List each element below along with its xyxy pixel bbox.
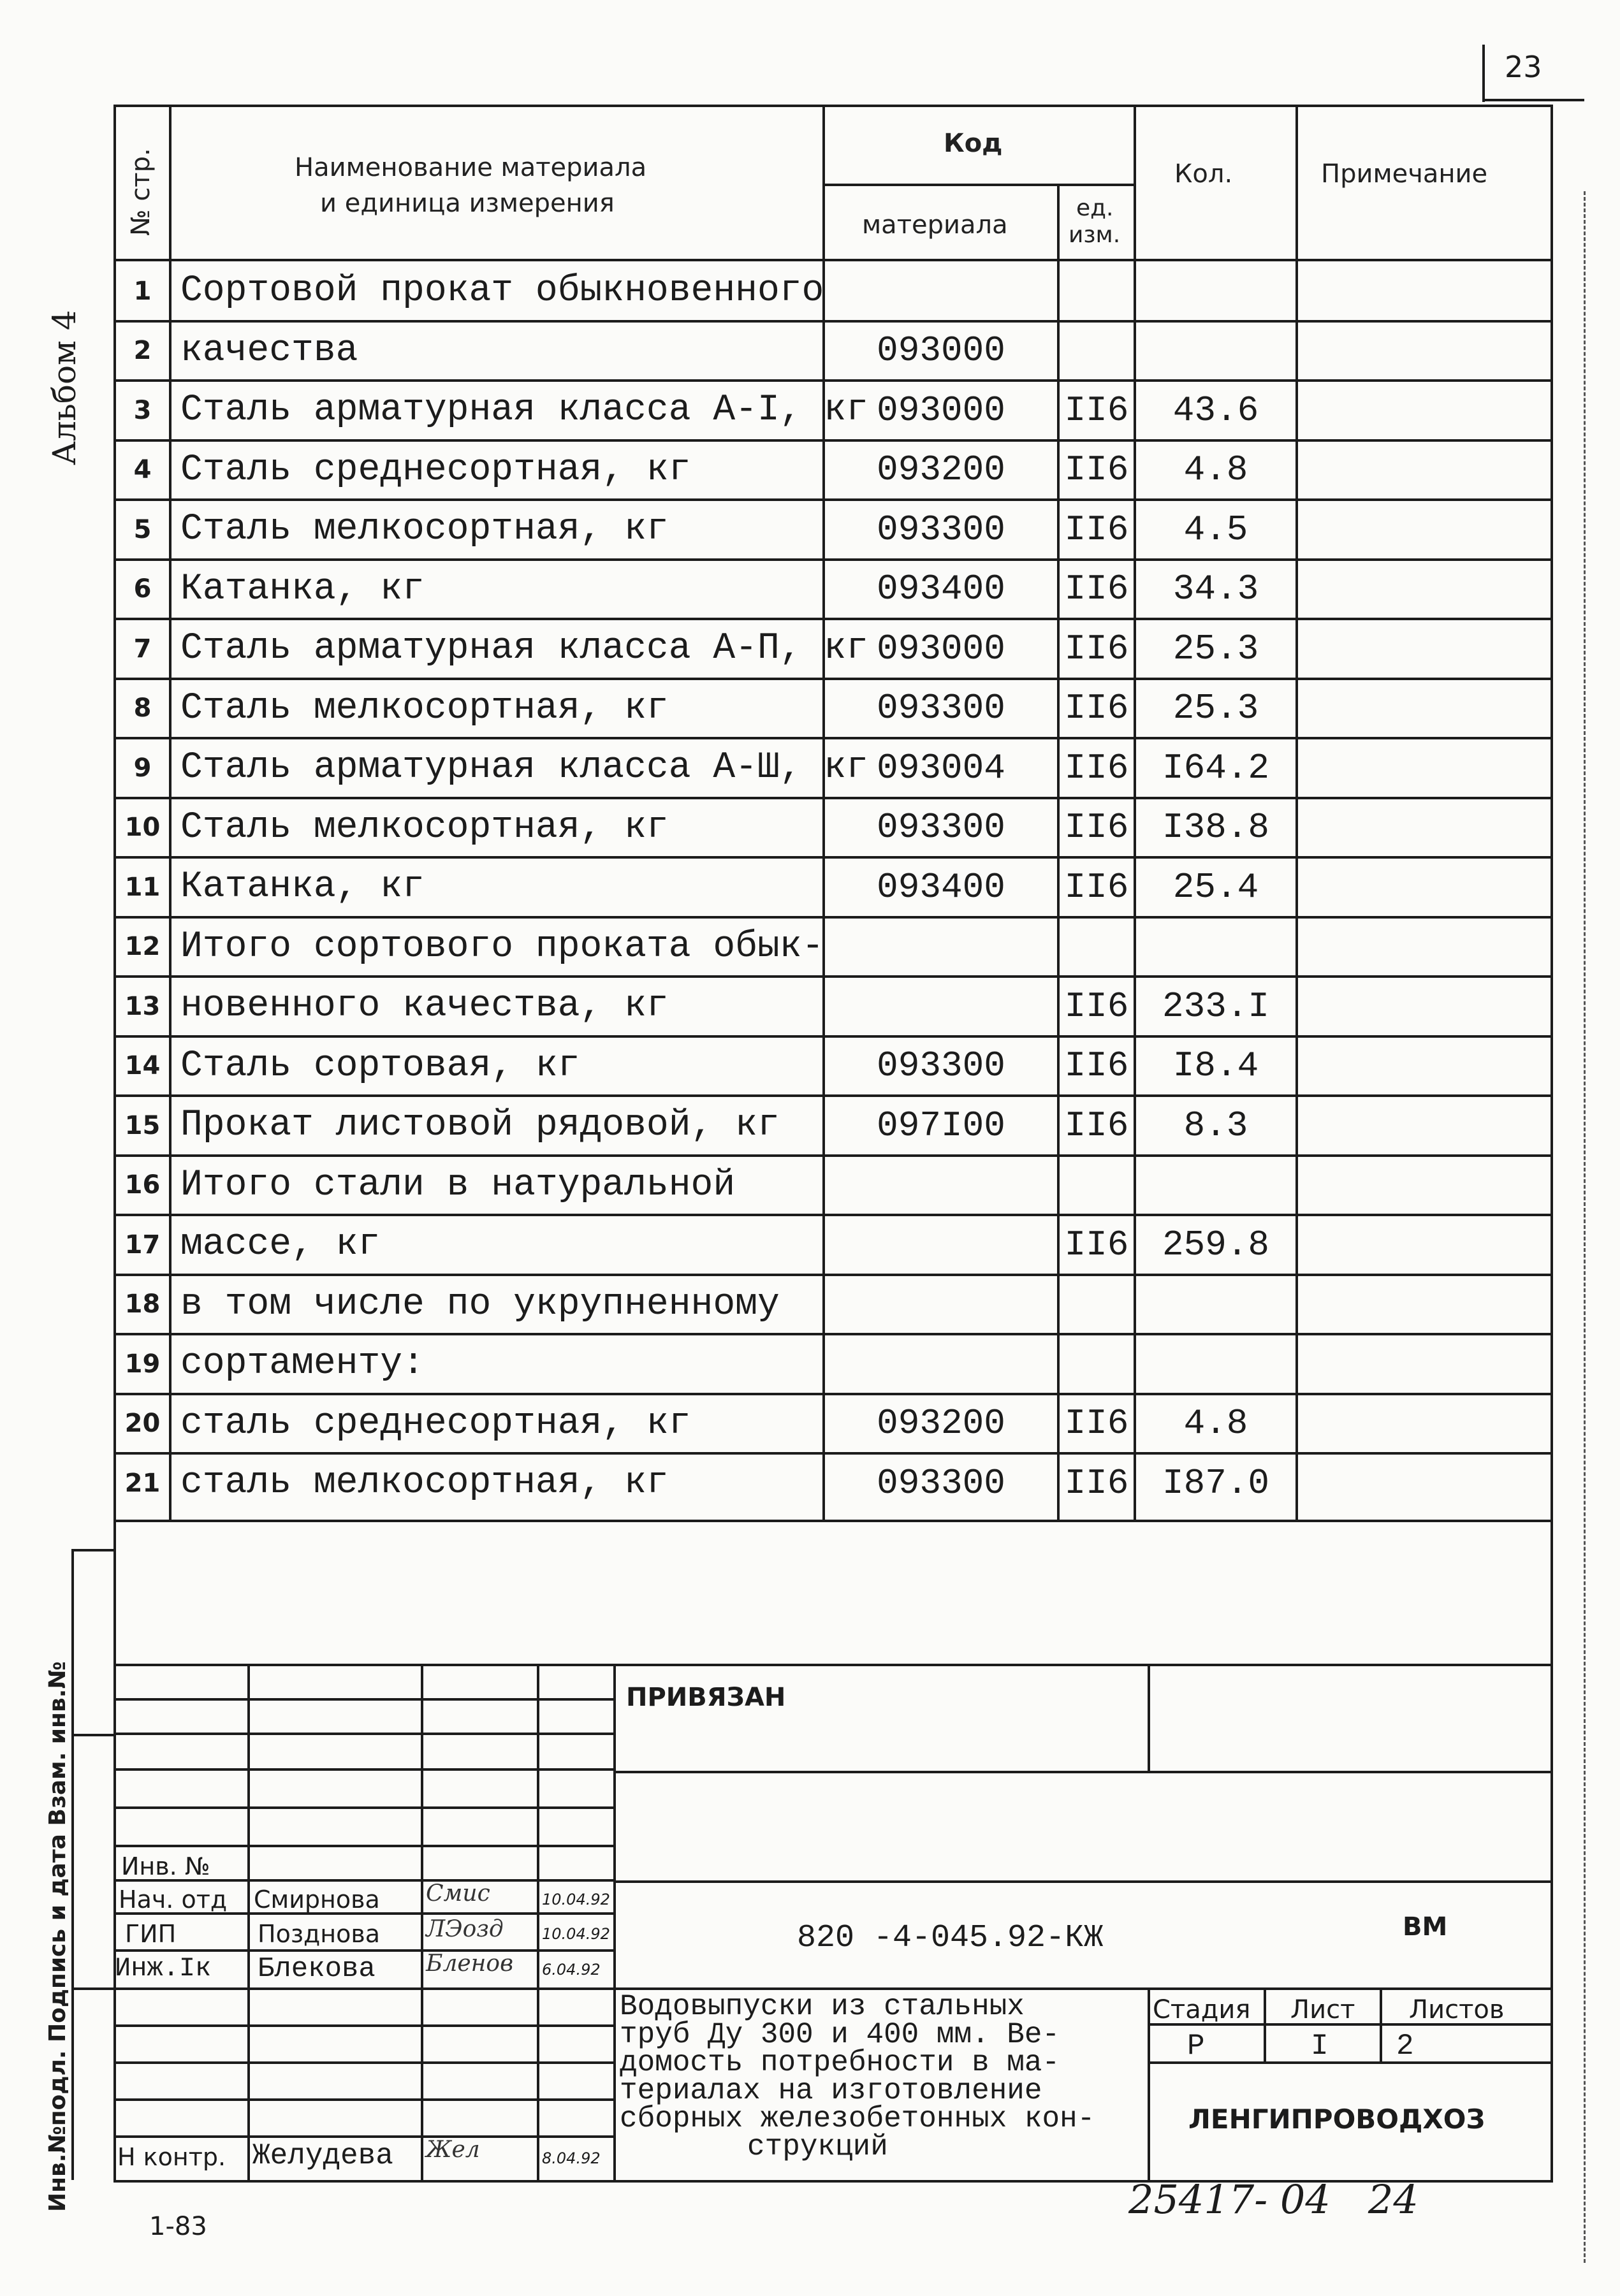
row-divider — [113, 678, 1553, 680]
material-code: 093004 — [877, 747, 1005, 788]
material-code: 093000 — [877, 628, 1005, 669]
material-name: Катанка, кг — [180, 866, 425, 908]
header-name-line2: и единица измерения — [320, 189, 615, 218]
unit-code — [1060, 321, 1134, 381]
row-number: 6 — [133, 574, 152, 604]
row-divider — [113, 1154, 1553, 1157]
quantity: 34.3 — [1172, 569, 1259, 610]
unit-code: II6 — [1064, 807, 1129, 848]
stamp-left-row2 — [113, 1733, 615, 1735]
stamp-left-row1 — [113, 1698, 615, 1701]
material-code: 093000 — [877, 389, 1005, 431]
material-code — [825, 261, 1057, 321]
header-code-unit-2: изм. — [1069, 222, 1121, 248]
quantity — [1136, 917, 1295, 977]
stamp-col-2 — [421, 1664, 423, 2180]
row-divider — [113, 1274, 1553, 1276]
material-name: Катанка, кг — [180, 568, 425, 610]
row-number: 21 — [124, 1468, 161, 1498]
quantity — [1136, 1156, 1295, 1216]
row-number: 11 — [124, 872, 161, 902]
quantity: 25.3 — [1172, 688, 1259, 729]
stamp-left-row12 — [113, 2098, 615, 2101]
stamp-left-row4 — [113, 1806, 615, 1809]
stamp-name-1: Смирнова — [254, 1885, 380, 1914]
material-code — [825, 1156, 1057, 1216]
stamp-line-code — [613, 1880, 1553, 1883]
material-name: Сталь мелкосортная, кг — [180, 687, 669, 729]
doc-code: 820 -4-045.92-КЖ — [797, 1920, 1104, 1956]
side-box-line3 — [71, 1987, 116, 1990]
unit-code: II6 — [1064, 1403, 1129, 1444]
material-name: Прокат листовой рядовой, кг — [180, 1105, 780, 1147]
stamp-left-row9 — [113, 1987, 615, 1990]
stamp-line-privyazan — [613, 1771, 1553, 1773]
stage-label: Стадия — [1153, 1995, 1251, 2024]
row-number: 19 — [124, 1349, 161, 1379]
material-code: 093000 — [877, 330, 1005, 372]
signature-4: Жел — [426, 2137, 480, 2163]
material-name: Сталь арматурная класса А-Ш, кг — [180, 747, 868, 789]
quantity: 4.5 — [1183, 509, 1248, 550]
row-divider — [113, 498, 1553, 501]
stamp-col-1 — [247, 1664, 250, 2180]
row-number: 1 — [133, 276, 152, 306]
sheets-value: 2 — [1396, 2030, 1414, 2063]
stamp-privyazan: ПРИВЯЗАН — [626, 1683, 786, 1712]
unit-code — [1060, 261, 1134, 321]
unit-code: II6 — [1064, 1045, 1129, 1087]
row-divider — [113, 439, 1553, 442]
row-divider — [113, 1094, 1553, 1097]
doc-title-line: домость потребности в ма- — [620, 2046, 1060, 2079]
unit-code: II6 — [1064, 569, 1129, 610]
material-code: 093300 — [877, 807, 1005, 848]
stamp-date-3: 6.04.92 — [542, 1961, 601, 1979]
material-name: массе, кг — [180, 1224, 381, 1266]
row-divider — [113, 379, 1553, 382]
side-box-left — [71, 1549, 74, 2180]
unit-code: II6 — [1064, 985, 1129, 1027]
header-code-material: материала — [862, 210, 1008, 240]
footer-handwritten: 25417- 04 24 — [1128, 2176, 1419, 2223]
row-divider — [113, 558, 1553, 561]
material-name: сталь мелкосортная, кг — [180, 1462, 669, 1504]
quantity: I87.0 — [1162, 1462, 1270, 1504]
stamp-col-4 — [613, 1664, 616, 2180]
material-code: 093400 — [877, 866, 1005, 908]
quantity: 25.3 — [1172, 628, 1259, 669]
stamp-left-row5 — [113, 1845, 615, 1847]
doc-title — [620, 1990, 1149, 2163]
material-name: в том числе по укрупненному — [180, 1283, 780, 1325]
signature-3: Бленов — [426, 1951, 514, 1977]
unit-code — [1060, 1334, 1134, 1394]
unit-code: II6 — [1064, 509, 1129, 550]
material-name: сталь среднесортная, кг — [180, 1402, 691, 1444]
material-code: 093300 — [877, 1045, 1005, 1087]
row-divider — [113, 737, 1553, 739]
quantity: 43.6 — [1172, 389, 1259, 431]
doc-title-line: Водовыпуски из стальных — [620, 1990, 1025, 2023]
material-code — [825, 1334, 1057, 1394]
unit-code: II6 — [1064, 688, 1129, 729]
material-code: 093300 — [877, 1462, 1005, 1504]
unit-code: II6 — [1064, 389, 1129, 431]
quantity: 4.8 — [1183, 1403, 1248, 1444]
material-code — [825, 917, 1057, 977]
row-divider — [113, 916, 1553, 919]
page-number-divider — [1482, 45, 1485, 102]
material-code: 093400 — [877, 569, 1005, 610]
row-number: 4 — [133, 455, 152, 485]
material-name: Сталь арматурная класса А-П, кг — [180, 628, 868, 670]
material-name: Сортовой прокат обыкновенного — [180, 270, 824, 312]
row-number: 20 — [124, 1409, 161, 1439]
material-name: Сталь среднесортная, кг — [180, 449, 691, 491]
row-number: 12 — [124, 932, 161, 962]
side-binding-label: Инв.№подл. Подпись и дата Взам. инв.№ — [45, 1661, 71, 2212]
header-qty: Кол. — [1174, 159, 1233, 189]
stamp-stage-div2 — [1380, 1987, 1382, 2063]
row-number: 15 — [124, 1110, 161, 1140]
signature-1: Смис — [426, 1880, 490, 1907]
material-name: Итого стали в натуральной — [180, 1164, 736, 1206]
signature-2: ЛЭозд — [426, 1916, 504, 1942]
header-code-unit-1: ед. — [1076, 195, 1114, 221]
material-code: 093200 — [877, 1403, 1005, 1444]
quantity — [1136, 261, 1295, 321]
quantity: I38.8 — [1162, 807, 1270, 848]
unit-code: II6 — [1064, 1105, 1129, 1146]
stamp-inv-no: Инв. № — [121, 1852, 210, 1880]
row-number: 16 — [124, 1170, 161, 1200]
row-divider — [113, 1393, 1553, 1395]
stamp-control-name: Желудева — [252, 2139, 393, 2172]
row-number: 13 — [124, 991, 161, 1021]
stamp-left-row13 — [113, 2135, 615, 2138]
doc-title-line: струкций — [747, 2130, 888, 2163]
material-code: 093200 — [877, 449, 1005, 491]
table-right-border — [1551, 105, 1553, 2183]
row-number: 3 — [133, 395, 152, 425]
side-box-line2 — [71, 1734, 116, 1736]
stamp-date-1: 10.04.92 — [542, 1891, 610, 1908]
doc-title-line: сборных железобетонных кон- — [620, 2102, 1095, 2135]
row-divider — [113, 1214, 1553, 1216]
stamp-left-row8 — [113, 1949, 615, 1952]
quantity: 233.I — [1162, 985, 1270, 1027]
material-code: 097I00 — [877, 1105, 1005, 1146]
album-label: Альбом 4 — [46, 310, 83, 465]
stamp-col-3 — [537, 1664, 539, 2180]
stamp-name-2: Позднова — [258, 1920, 381, 1948]
material-code: 093300 — [877, 688, 1005, 729]
stamp-col-5 — [1148, 1664, 1150, 1772]
stamp-name-3: Блекова — [258, 1953, 376, 1985]
quantity: I64.2 — [1162, 747, 1270, 788]
page-number-underline — [1482, 99, 1584, 101]
unit-code: II6 — [1064, 1462, 1129, 1504]
page-number: 23 — [1505, 50, 1542, 84]
row-divider — [113, 797, 1553, 799]
row-divider — [113, 1452, 1553, 1455]
material-name: Итого сортового проката обык- — [180, 926, 824, 968]
row-number: 5 — [133, 514, 152, 544]
quantity: 8.3 — [1183, 1105, 1248, 1146]
unit-code — [1060, 917, 1134, 977]
stamp-role-2: ГИП — [125, 1920, 177, 1948]
row-divider — [113, 975, 1553, 978]
quantity: 4.8 — [1183, 449, 1248, 491]
material-code — [825, 1275, 1057, 1335]
row-number: 14 — [124, 1051, 161, 1081]
header-name-line1: Наименование материала — [295, 153, 647, 182]
row-number: 7 — [133, 634, 152, 664]
stamp-left-row11 — [113, 2061, 615, 2064]
row-divider — [113, 856, 1553, 859]
unit-code — [1060, 1156, 1134, 1216]
material-name: Сталь сортовая, кг — [180, 1045, 580, 1087]
material-code — [825, 1215, 1057, 1275]
row-number: 10 — [124, 813, 161, 843]
unit-code: II6 — [1064, 628, 1129, 669]
material-name: качества — [180, 330, 358, 372]
stage-value: Р — [1187, 2030, 1205, 2063]
stamp-role-1: Нач. отд — [119, 1885, 228, 1914]
material-name: сортаменту: — [180, 1343, 425, 1385]
material-name: Сталь мелкосортная, кг — [180, 509, 669, 551]
stamp-stage-div1 — [1264, 1987, 1266, 2063]
header-row-no: № стр. — [126, 148, 156, 236]
stamp-control-role: Н контр. — [117, 2143, 226, 2171]
quantity — [1136, 1334, 1295, 1394]
row-divider — [113, 1035, 1553, 1038]
doc-title-line: териалах на изготовление — [620, 2074, 1042, 2107]
row-number: 9 — [133, 753, 152, 783]
material-name: новенного качества, кг — [180, 985, 669, 1028]
row-number: 8 — [133, 694, 152, 723]
row-number: 18 — [124, 1290, 161, 1319]
sheet-label: Лист — [1290, 1995, 1355, 2024]
header-code: Код — [944, 129, 1003, 158]
stamp-control-date: 8.04.92 — [542, 2149, 601, 2167]
sheet-value: I — [1311, 2030, 1329, 2063]
header-note: Примечание — [1321, 159, 1488, 189]
stamp-line-stage2 — [1148, 2061, 1553, 2064]
sheets-label: Листов — [1409, 1995, 1505, 2024]
doc-title-line: труб Ду 300 и 400 мм. Ве- — [620, 2018, 1060, 2051]
row-divider — [113, 320, 1553, 323]
row-divider — [113, 1333, 1553, 1335]
material-name: Сталь арматурная класса А-I, кг — [180, 389, 868, 432]
stamp-role-3: Инж.Iк — [115, 1953, 212, 1984]
side-box-line1 — [71, 1549, 116, 1551]
quantity: I8.4 — [1172, 1045, 1259, 1087]
row-number: 17 — [124, 1230, 161, 1260]
quantity: 259.8 — [1162, 1224, 1270, 1265]
organization: ЛЕНГИПРОВОДХОЗ — [1188, 2103, 1485, 2135]
row-divider — [113, 618, 1553, 620]
col-divider-qty — [1295, 105, 1298, 1521]
stamp-left-row10 — [113, 2024, 615, 2027]
quantity — [1136, 321, 1295, 381]
unit-code: II6 — [1064, 747, 1129, 788]
stamp-top — [113, 1664, 1553, 1666]
unit-code: II6 — [1064, 866, 1129, 908]
stamp-left-row3 — [113, 1768, 615, 1771]
right-margin-line — [1584, 191, 1586, 2263]
unit-code: II6 — [1064, 1224, 1129, 1265]
footer-left: 1-83 — [149, 2212, 207, 2241]
material-code — [825, 977, 1057, 1036]
row-number: 2 — [133, 336, 152, 366]
unit-code: II6 — [1064, 449, 1129, 491]
table-rows-end — [113, 1520, 1553, 1522]
stamp-date-2: 10.04.92 — [542, 1925, 610, 1943]
material-name: Сталь мелкосортная, кг — [180, 806, 669, 848]
material-code: 093300 — [877, 509, 1005, 550]
quantity: 25.4 — [1172, 866, 1259, 908]
header-code-split — [822, 184, 1135, 186]
doc-mark: ВМ — [1403, 1912, 1448, 1942]
table-top-border — [113, 105, 1553, 107]
unit-code — [1060, 1275, 1134, 1335]
quantity — [1136, 1275, 1295, 1335]
